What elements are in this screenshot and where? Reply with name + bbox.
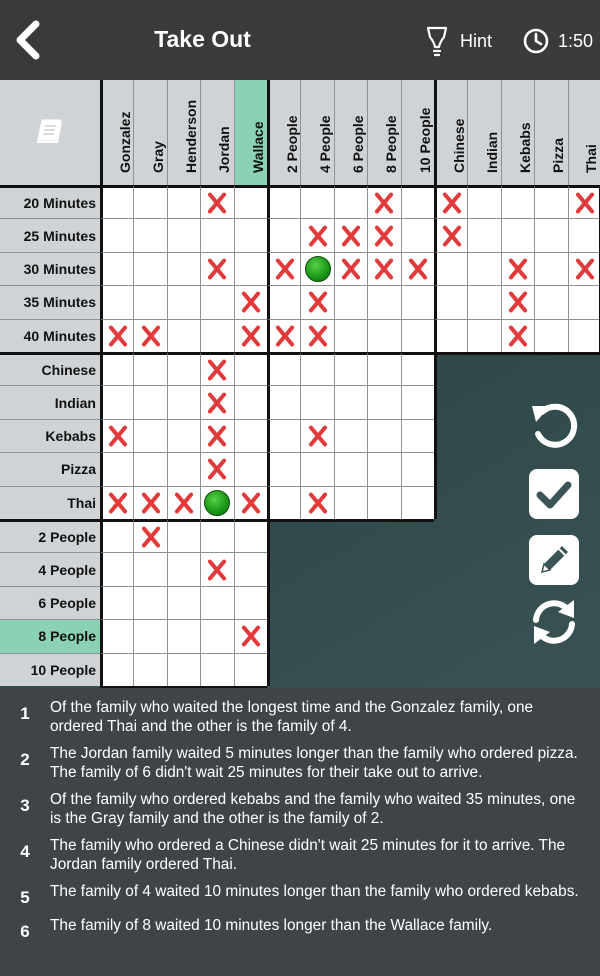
row-header[interactable]: Thai	[0, 486, 100, 519]
clue-item[interactable]	[0, 882, 600, 908]
clue-number: 2	[20, 750, 30, 769]
cross-icon	[206, 192, 228, 214]
cross-icon	[140, 492, 162, 514]
grid-cell[interactable]	[367, 285, 400, 318]
grid-cell[interactable]	[401, 385, 434, 418]
pencil-icon	[528, 534, 580, 586]
grid-cell[interactable]	[367, 252, 400, 285]
grid-cell[interactable]	[200, 452, 233, 485]
grid-cell[interactable]	[267, 452, 300, 485]
cross-icon	[206, 559, 228, 581]
grid-cell[interactable]	[300, 218, 333, 251]
grid-cell[interactable]	[367, 319, 400, 352]
grid-cell[interactable]	[200, 319, 233, 352]
column-header-label: Indian	[483, 131, 500, 173]
column-header-label: Gray	[149, 141, 166, 173]
timer	[522, 24, 593, 58]
grid-cell[interactable]	[234, 319, 267, 352]
grid-cell[interactable]	[133, 252, 166, 285]
column-header-label: Henderson	[182, 99, 199, 173]
grid-cell[interactable]	[234, 252, 267, 285]
grid-block-border	[267, 519, 434, 522]
grid-cell[interactable]	[501, 252, 534, 285]
grid-cell[interactable]	[334, 218, 367, 251]
row-header[interactable]: 10 People	[0, 653, 100, 686]
grid-cell[interactable]	[300, 385, 333, 418]
grid-cell[interactable]	[334, 419, 367, 452]
grid-cell[interactable]	[501, 319, 534, 352]
column-header-label: Gonzalez	[117, 111, 134, 173]
cross-icon	[307, 492, 329, 514]
column-header[interactable]	[434, 80, 467, 185]
grid-cell[interactable]	[200, 252, 233, 285]
clue-text: The family of 8 waited 10 minutes longer than the Wallace family.	[50, 917, 493, 934]
grid-cell[interactable]	[167, 218, 200, 251]
grid-cell[interactable]	[434, 185, 467, 218]
grid-cell[interactable]	[200, 619, 233, 652]
clue-number: 5	[20, 888, 30, 907]
row-header[interactable]: 25 Minutes	[0, 218, 100, 251]
column-header[interactable]	[133, 80, 166, 185]
cross-icon	[307, 225, 329, 247]
grid-cell[interactable]	[401, 218, 434, 251]
grid-cell[interactable]	[100, 285, 133, 318]
column-header[interactable]	[568, 80, 600, 185]
grid-cell[interactable]	[334, 185, 367, 218]
grid-cell[interactable]	[133, 285, 166, 318]
app-header	[0, 0, 600, 80]
cross-icon	[373, 225, 395, 247]
column-header-label: 8 People	[383, 115, 400, 173]
row-header[interactable]: 20 Minutes	[0, 185, 100, 218]
cross-icon	[441, 225, 463, 247]
grid-cell[interactable]	[167, 352, 200, 385]
clue-text: The family of 4 waited 10 minutes longer than the family who ordered kebabs.	[50, 883, 579, 900]
cross-icon	[206, 425, 228, 447]
grid-cell[interactable]	[234, 285, 267, 318]
grid-cell[interactable]	[133, 419, 166, 452]
column-header[interactable]	[300, 80, 333, 185]
grid-cell[interactable]	[334, 452, 367, 485]
grid-cell[interactable]	[133, 552, 166, 585]
column-header[interactable]	[501, 80, 534, 185]
grid-block-border	[267, 519, 270, 686]
refresh-icon	[528, 596, 580, 648]
cross-icon	[173, 492, 195, 514]
column-header-label: Kebabs	[516, 122, 533, 173]
column-header-label: Chinese	[451, 118, 468, 173]
grid-cell[interactable]	[133, 452, 166, 485]
check-button[interactable]	[528, 468, 580, 520]
row-header[interactable]: 2 People	[0, 519, 100, 552]
row-header[interactable]: Chinese	[0, 352, 100, 385]
column-header[interactable]	[367, 80, 400, 185]
grid-cell[interactable]	[100, 586, 133, 619]
grid-cell[interactable]	[167, 285, 200, 318]
cross-icon	[240, 325, 262, 347]
undo-icon	[528, 400, 580, 452]
grid-cell[interactable]	[234, 653, 267, 686]
clue-number: 1	[20, 704, 30, 723]
column-header[interactable]	[467, 80, 500, 185]
row-header[interactable]: 4 People	[0, 552, 100, 585]
cross-icon	[107, 492, 129, 514]
grid-cell[interactable]	[133, 385, 166, 418]
grid-cell[interactable]	[267, 218, 300, 251]
grid-cell[interactable]	[133, 653, 166, 686]
cross-icon	[441, 192, 463, 214]
grid-cell[interactable]	[334, 252, 367, 285]
clue-number: 6	[20, 922, 30, 941]
book-icon	[36, 118, 64, 144]
cross-icon	[240, 291, 262, 313]
grid-cell[interactable]	[300, 419, 333, 452]
column-header[interactable]	[234, 80, 267, 185]
grid-cell[interactable]	[367, 185, 400, 218]
grid-cell[interactable]	[334, 385, 367, 418]
grid-cell[interactable]	[401, 486, 434, 519]
grid-cell[interactable]	[300, 285, 333, 318]
grid-cell[interactable]	[133, 218, 166, 251]
grid-cell[interactable]	[568, 218, 600, 251]
row-header[interactable]: 40 Minutes	[0, 319, 100, 352]
grid-cell[interactable]	[234, 385, 267, 418]
grid-cell[interactable]	[100, 486, 133, 519]
undo-button[interactable]	[528, 400, 580, 452]
grid-cell[interactable]	[133, 586, 166, 619]
grid-cell[interactable]	[167, 486, 200, 519]
cross-icon	[574, 258, 596, 280]
grid-cell[interactable]	[568, 285, 600, 318]
grid-cell[interactable]	[300, 452, 333, 485]
grid-cell[interactable]	[367, 218, 400, 251]
column-header-label: 10 People	[416, 107, 433, 173]
grid-cell[interactable]	[167, 586, 200, 619]
row-header[interactable]: Kebabs	[0, 419, 100, 452]
grid-cell[interactable]	[167, 452, 200, 485]
clue-text: The family who ordered a Chinese didn't wait 25 minutes for it to arrive. The Jordan family ordered Thai.	[50, 837, 566, 873]
column-header-label: 4 People	[316, 115, 333, 173]
grid-cell[interactable]	[267, 385, 300, 418]
cross-icon	[140, 325, 162, 347]
cross-icon	[507, 258, 529, 280]
row-header[interactable]: Pizza	[0, 452, 100, 485]
grid-cell[interactable]	[434, 218, 467, 251]
grid-cell[interactable]	[267, 486, 300, 519]
grid-cell[interactable]	[334, 352, 367, 385]
grid-cell[interactable]	[100, 619, 133, 652]
grid-cell[interactable]	[100, 552, 133, 585]
cross-icon	[507, 291, 529, 313]
grid-cell[interactable]	[200, 653, 233, 686]
grid-cell[interactable]	[200, 352, 233, 385]
column-header-label: 6 People	[349, 115, 366, 173]
grid-cell[interactable]	[300, 252, 333, 285]
column-header-label: 2 People	[284, 115, 301, 173]
grid-cell[interactable]	[200, 385, 233, 418]
reset-button[interactable]	[528, 596, 580, 648]
grid-cell[interactable]	[534, 319, 567, 352]
row-header[interactable]: 30 Minutes	[0, 252, 100, 285]
column-header-label: Wallace	[249, 121, 266, 173]
grid-cell[interactable]	[100, 185, 133, 218]
clue-item[interactable]	[0, 744, 600, 782]
cross-icon	[507, 325, 529, 347]
grid-cell[interactable]	[267, 352, 300, 385]
clue-number: 3	[20, 796, 30, 815]
clue-number: 4	[20, 842, 30, 861]
grid-cell[interactable]	[100, 352, 133, 385]
cross-icon	[373, 192, 395, 214]
cross-icon	[240, 625, 262, 647]
grid-cell[interactable]	[467, 285, 500, 318]
hint-button[interactable]	[424, 24, 492, 58]
grid-cell[interactable]	[401, 185, 434, 218]
grid-cell[interactable]	[367, 352, 400, 385]
grid-cell[interactable]	[234, 619, 267, 652]
grid-block-border	[434, 352, 600, 355]
grid-cell[interactable]	[367, 385, 400, 418]
cross-icon	[206, 359, 228, 381]
grid-cell[interactable]	[167, 519, 200, 552]
grid-cell[interactable]	[434, 252, 467, 285]
grid-cell[interactable]	[367, 419, 400, 452]
clue-item[interactable]	[0, 698, 600, 736]
grid-cell[interactable]	[234, 452, 267, 485]
grid-cell[interactable]	[200, 519, 233, 552]
grid-cell[interactable]	[234, 486, 267, 519]
grid-cell[interactable]	[133, 319, 166, 352]
grid-cell[interactable]	[467, 185, 500, 218]
check-icon	[528, 468, 580, 520]
clue-item[interactable]	[0, 790, 600, 828]
grid-cell[interactable]	[100, 519, 133, 552]
grid-cell[interactable]	[300, 486, 333, 519]
grid-cell[interactable]	[167, 385, 200, 418]
cross-icon	[307, 291, 329, 313]
grid-cell[interactable]	[100, 252, 133, 285]
grid-cell[interactable]	[401, 252, 434, 285]
column-header[interactable]	[401, 80, 434, 185]
cross-icon	[407, 258, 429, 280]
grid-cell[interactable]	[267, 185, 300, 218]
row-header[interactable]: Indian	[0, 385, 100, 418]
grid-cell[interactable]	[267, 319, 300, 352]
grid-cell[interactable]	[100, 452, 133, 485]
grid-cell[interactable]	[267, 419, 300, 452]
grid-cell[interactable]	[100, 653, 133, 686]
column-header-label: Thai	[583, 144, 600, 173]
grid-cell[interactable]	[300, 352, 333, 385]
grid-cell[interactable]	[534, 185, 567, 218]
column-header[interactable]	[267, 80, 300, 185]
grid-cell[interactable]	[167, 319, 200, 352]
logic-grid-area	[0, 80, 600, 688]
cross-icon	[274, 258, 296, 280]
lightbulb-icon	[424, 25, 450, 57]
grid-cell[interactable]	[133, 352, 166, 385]
grid-cell[interactable]	[467, 319, 500, 352]
grid-cell[interactable]	[133, 619, 166, 652]
row-header[interactable]: 35 Minutes	[0, 285, 100, 318]
hint-label: Hint	[460, 30, 493, 51]
cross-icon	[240, 492, 262, 514]
grid-cell[interactable]	[534, 218, 567, 251]
grid-cell[interactable]	[200, 419, 233, 452]
grid-cell[interactable]	[200, 285, 233, 318]
grid-cell[interactable]	[100, 218, 133, 251]
grid-cell[interactable]	[300, 319, 333, 352]
grid-cell[interactable]	[167, 185, 200, 218]
clue-item[interactable]	[0, 916, 600, 942]
clock-icon	[522, 27, 550, 55]
grid-cell[interactable]	[234, 218, 267, 251]
confirmed-dot-icon	[305, 256, 331, 282]
cross-icon	[206, 392, 228, 414]
grid-cell[interactable]	[167, 552, 200, 585]
grid-cell[interactable]	[534, 285, 567, 318]
grid-cell[interactable]	[133, 519, 166, 552]
cross-icon	[140, 526, 162, 548]
column-header[interactable]	[200, 80, 233, 185]
grid-cell[interactable]	[234, 419, 267, 452]
grid-cell[interactable]	[534, 252, 567, 285]
grid-cell[interactable]	[300, 185, 333, 218]
grid-cell[interactable]	[568, 319, 600, 352]
grid-cell[interactable]	[401, 319, 434, 352]
grid-cell[interactable]	[234, 586, 267, 619]
clue-item[interactable]	[0, 836, 600, 874]
grid-cell[interactable]	[167, 653, 200, 686]
column-header[interactable]	[100, 80, 133, 185]
grid-cell[interactable]	[200, 185, 233, 218]
grid-cell[interactable]	[467, 252, 500, 285]
grid-cell[interactable]	[234, 552, 267, 585]
clue-text: Of the family who ordered kebabs and the family who waited 35 minutes, one is the Gray family and the other is the family of 2.	[50, 791, 576, 827]
cross-icon	[107, 425, 129, 447]
clue-text: Of the family who waited the longest time and the Gonzalez family, one ordered Thai and the other is the family of 4.	[50, 699, 534, 735]
column-header-label: Pizza	[550, 137, 567, 173]
grid-cell[interactable]	[434, 319, 467, 352]
grid-cell[interactable]	[200, 486, 233, 519]
grid-cell[interactable]	[334, 285, 367, 318]
cross-icon	[274, 325, 296, 347]
grid-cell[interactable]	[200, 552, 233, 585]
grid-cell[interactable]	[501, 285, 534, 318]
grid-cell[interactable]	[167, 252, 200, 285]
cross-icon	[340, 225, 362, 247]
grid-cell[interactable]	[401, 352, 434, 385]
grid-cell[interactable]	[334, 486, 367, 519]
column-header-label: Jordan	[216, 126, 233, 173]
cross-icon	[373, 258, 395, 280]
cross-icon	[340, 258, 362, 280]
grid-cell[interactable]	[367, 452, 400, 485]
cross-icon	[206, 458, 228, 480]
grid-cell[interactable]	[133, 486, 166, 519]
grid-cell[interactable]	[401, 452, 434, 485]
grid-cell[interactable]	[267, 252, 300, 285]
column-header[interactable]	[167, 80, 200, 185]
grid-cell[interactable]	[568, 185, 600, 218]
page-title: Take Out	[154, 26, 251, 52]
notes-button[interactable]	[0, 80, 100, 185]
grid-cell[interactable]	[100, 319, 133, 352]
column-header[interactable]	[534, 80, 567, 185]
grid-cell[interactable]	[234, 185, 267, 218]
grid-cell[interactable]	[501, 218, 534, 251]
grid-cell[interactable]	[501, 185, 534, 218]
grid-cell[interactable]	[100, 419, 133, 452]
clue-list	[0, 688, 600, 976]
grid-cell[interactable]	[167, 619, 200, 652]
pencil-button[interactable]	[528, 534, 580, 586]
grid-cell[interactable]	[234, 519, 267, 552]
cross-icon	[206, 258, 228, 280]
grid-cell[interactable]	[401, 285, 434, 318]
timer-value: 1:50	[558, 30, 594, 51]
grid-cell[interactable]	[434, 285, 467, 318]
grid-block-border	[434, 352, 437, 519]
grid-cell[interactable]	[267, 285, 300, 318]
grid-cell[interactable]	[133, 185, 166, 218]
column-header[interactable]	[334, 80, 367, 185]
clue-text: The Jordan family waited 5 minutes longer than the family who ordered pizza. The family of 6 didn't wait 25 minutes for their take out to arrive.	[50, 745, 578, 781]
grid-cell[interactable]	[467, 218, 500, 251]
grid-cell[interactable]	[167, 419, 200, 452]
confirmed-dot-icon	[204, 490, 230, 516]
cross-icon	[307, 325, 329, 347]
grid-cell[interactable]	[367, 486, 400, 519]
cross-icon	[307, 425, 329, 447]
grid-cell[interactable]	[200, 218, 233, 251]
grid-cell[interactable]	[234, 352, 267, 385]
grid-cell[interactable]	[334, 319, 367, 352]
grid-cell[interactable]	[200, 586, 233, 619]
cross-icon	[574, 192, 596, 214]
grid-cell[interactable]	[100, 385, 133, 418]
row-header[interactable]: 6 People	[0, 586, 100, 619]
grid-cell[interactable]	[568, 252, 600, 285]
row-header[interactable]: 8 People	[0, 619, 100, 652]
cross-icon	[107, 325, 129, 347]
grid-cell[interactable]	[401, 419, 434, 452]
